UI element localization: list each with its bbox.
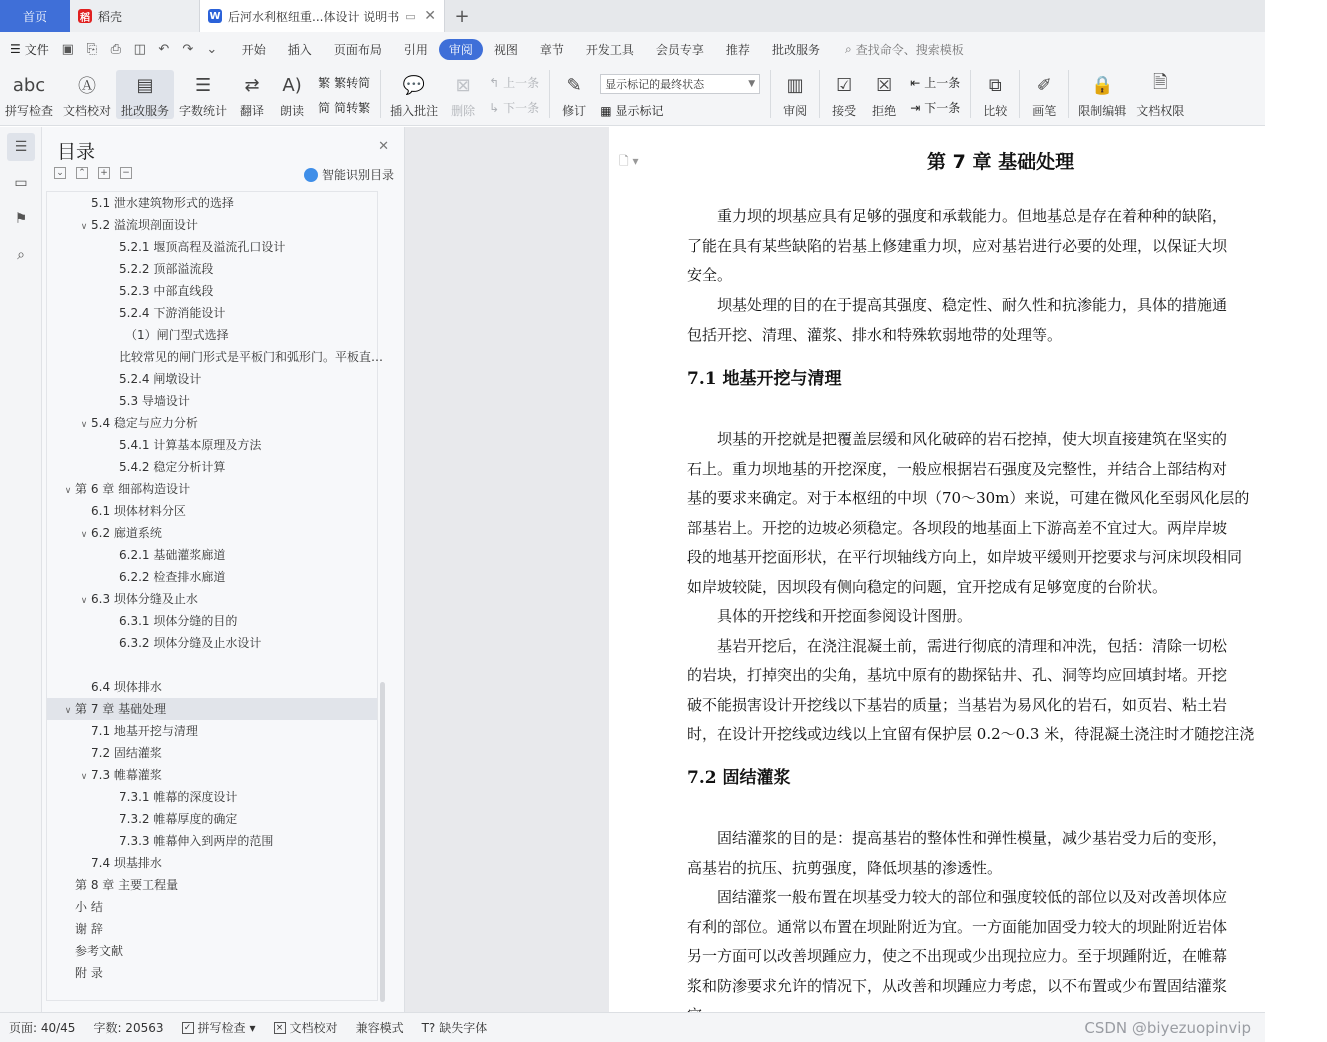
restrict-editing-label: 限制编辑	[1078, 104, 1127, 118]
reject-icon: ☒	[876, 74, 893, 96]
proofread-label: 文档校对	[63, 104, 112, 118]
status-spell-label: 拼写检查	[197, 1021, 246, 1035]
toc-item-label: 5.2.3 中部直线段	[119, 284, 214, 298]
translate-label: 翻译	[240, 104, 265, 118]
toc-item[interactable]	[47, 764, 377, 786]
toc-item-label: 第 8 章 主要工程量	[75, 878, 179, 892]
document-rights-icon: 🗎	[1153, 72, 1168, 93]
toc-item-label: （1）闸门型式选择	[125, 328, 229, 342]
review-pane-label: 审阅	[783, 104, 808, 118]
trad-to-simp-button[interactable]	[318, 74, 370, 91]
paragraph-1	[687, 202, 1327, 291]
remove-icon[interactable]: −	[120, 167, 132, 179]
toc-item[interactable]	[47, 918, 377, 940]
ribbon-divider	[770, 70, 771, 118]
toc-item[interactable]	[47, 390, 377, 412]
menu-developer[interactable]: 开发工具	[585, 42, 634, 57]
command-search-placeholder: 查找命令、搜索模板	[855, 42, 964, 57]
prev-label: 上一条	[503, 76, 540, 90]
pen-label: 画笔	[1032, 104, 1057, 118]
close-tab-icon[interactable]: ✕	[424, 8, 436, 24]
track-changes-button[interactable]	[554, 70, 594, 119]
toc-item[interactable]	[47, 720, 377, 742]
track-changes-label: 修订	[562, 104, 587, 118]
toc-item[interactable]	[47, 214, 377, 236]
paragraph-2	[687, 291, 1327, 350]
text-line: 了能在具有某些缺陷的岩基上修建重力坝，应对基岩进行必要的处理，以保证大坝	[687, 236, 1228, 255]
next-comment-button[interactable]	[489, 99, 539, 116]
read-aloud-button[interactable]	[272, 70, 312, 119]
toc-item-label: 小 结	[75, 900, 103, 914]
trad-label: 繁转简	[334, 76, 371, 90]
document-page[interactable]	[609, 127, 1309, 1012]
save-icon[interactable]: ▣	[61, 41, 74, 57]
text-line: 时，在设计开挖线或边线以上宜留有保护层 0.2～0.3 米，待混凝土浇注时才随挖注浇	[687, 725, 1255, 743]
show-markup-button[interactable]	[600, 102, 760, 119]
text-line: 基的要求来确定。对于本枢纽的中坝（70～30m）来说，可建在微风化至弱风化层的	[687, 489, 1250, 507]
ribbon-review	[0, 66, 1265, 126]
tab-document[interactable]	[200, 0, 445, 32]
compare-label: 比较	[983, 104, 1008, 118]
toc-toolbar	[54, 167, 132, 179]
toc-item-label: 7.1 地基开挖与清理	[91, 724, 198, 738]
toc-title: 目录	[57, 141, 96, 163]
toc-item-label: 6.4 坝体排水	[91, 680, 162, 694]
toc-item[interactable]	[47, 896, 377, 918]
toc-item[interactable]	[47, 302, 377, 324]
smart-toc-label: 智能识别目录	[321, 168, 394, 182]
toc-item-label: 谢 辞	[75, 922, 103, 936]
command-search[interactable]	[845, 41, 964, 58]
text-line: 重力坝的坝基应具有足够的强度和承载能力。但地基总是存在着种种的缺陷，	[687, 207, 1228, 225]
toc-item[interactable]	[47, 434, 377, 456]
toc-item-label: 5.1 泄水建筑物形式的选择	[91, 196, 234, 210]
smart-toc-icon	[304, 168, 318, 182]
toc-item[interactable]	[47, 346, 384, 368]
text-line: 浆和防渗要求允许的情况下，从改善和坝踵应力考虑，以不布置或少布置固结灌浆	[687, 976, 1228, 995]
toc-item[interactable]	[47, 654, 377, 676]
new-tab-button[interactable]: +	[454, 5, 470, 27]
next-change-icon: ⇥	[910, 100, 921, 115]
word-count-icon: ☰	[194, 74, 212, 96]
simp-label: 简转繁	[334, 101, 371, 115]
paragraph-4	[687, 824, 1327, 1031]
word-count[interactable]: 字数: 20563	[93, 1021, 164, 1035]
toc-item[interactable]	[47, 192, 377, 214]
checkbox-icon: ✓	[182, 1022, 194, 1034]
menu-insert[interactable]: 插入	[287, 42, 312, 57]
add-icon[interactable]: +	[98, 167, 110, 179]
correction-label: 批改服务	[121, 104, 170, 118]
toc-item-label: 6.1 坝体材料分区	[91, 504, 186, 518]
text-line: 有利的部位。通常以布置在坝趾附近为宜。一方面能加固受力较大的坝趾附近岩体	[687, 917, 1228, 936]
correction-icon: ▤	[136, 74, 154, 96]
reject-button[interactable]	[864, 70, 904, 119]
toc-item-label: 6.3.1 坝体分缝的目的	[119, 614, 238, 628]
text-line: 基岩开挖后，在浇注混凝土前，需进行彻底的清理和冲洗，包括：清除一切松	[687, 636, 1228, 655]
toc-item-label: 5.3 导墙设计	[119, 394, 190, 408]
text-line: 高基岩的抗压、抗剪强度，降低坝基的渗透性。	[687, 858, 1003, 877]
next-icon: ↳	[489, 100, 500, 115]
toc-item-label: 7.3.1 帷幕的深度设计	[119, 790, 238, 804]
trad-icon: 繁	[318, 76, 331, 90]
toc-item[interactable]	[47, 852, 377, 874]
text-line: 破不能损害设计开挖线以下基岩的质量；当基岩为易风化的岩石，如页岩、粘土岩	[687, 695, 1228, 714]
status-proofread-label: 文档校对	[289, 1021, 338, 1035]
print-icon[interactable]: ⎙	[110, 41, 121, 57]
tab-document-label: 后河水利枢纽重...体设计 说明书	[228, 9, 400, 24]
correction-service-button[interactable]	[116, 70, 174, 119]
read-aloud-label: 朗读	[280, 104, 305, 118]
toc-item-label: 6.2.1 基础灌浆廊道	[119, 548, 226, 562]
toc-item-label: 6.3 坝体分缝及止水	[91, 592, 198, 606]
toc-item[interactable]	[47, 258, 377, 280]
missing-font-label: 缺失字体	[439, 1021, 488, 1035]
page-indicator[interactable]: 页面: 40/45	[9, 1021, 76, 1035]
show-markup-icon: ▦	[600, 103, 612, 118]
toc-item-label: 6.2 廊道系统	[91, 526, 162, 540]
show-markup-label: 显示标记	[615, 104, 664, 118]
track-changes-icon: ✎	[566, 74, 582, 96]
markup-group	[594, 70, 766, 123]
compare-icon: ⧉	[988, 74, 1002, 96]
toc-item[interactable]	[47, 368, 377, 390]
text-line: 坝基的开挖就是把覆盖层缓和风化破碎的岩石挖掉，使大坝直接建筑在坚实的	[687, 430, 1228, 448]
menu-recommend[interactable]: 推荐	[725, 42, 750, 57]
toc-panel-icon[interactable]: ☰	[7, 133, 35, 161]
toc-item[interactable]	[47, 698, 377, 720]
chapter-panel-icon[interactable]: ▭	[14, 175, 28, 191]
toc-item-label: 参考文献	[75, 944, 124, 958]
paragraph-3	[687, 425, 1327, 750]
toc-item[interactable]	[47, 588, 377, 610]
toc-item[interactable]	[47, 544, 377, 566]
watermark: CSDN @biyezuopinvip	[1084, 1018, 1251, 1037]
monitor-icon[interactable]: ▭	[405, 9, 416, 23]
menu-references[interactable]: 引用	[403, 42, 428, 57]
toc-item[interactable]	[47, 500, 377, 522]
proofread-icon: Ⓐ	[78, 76, 97, 97]
prev-comment-button[interactable]	[489, 74, 539, 91]
toc-item[interactable]	[47, 236, 377, 258]
next-change-label: 下一条	[924, 101, 961, 115]
toc-item[interactable]	[47, 676, 377, 698]
text-line: 固结灌浆的目的是：提高基岩的整体性和弹性模量，减少基岩受力后的变形，	[687, 829, 1228, 847]
text-line: 安全。	[687, 266, 733, 284]
ribbon-divider	[970, 70, 971, 118]
toc-item[interactable]	[47, 522, 377, 544]
section-7-2-heading: 7.2 固结灌浆	[687, 768, 791, 788]
smart-toc-button[interactable]	[304, 166, 394, 183]
text-line: 坝基处理的目的在于提高其强度、稳定性、耐久性和抗渗能力，具体的措施通	[687, 296, 1228, 314]
markup-state-value: 显示标记的最终状态	[605, 78, 705, 91]
toc-item[interactable]	[47, 874, 377, 896]
missing-font[interactable]	[413, 1019, 497, 1036]
toc-item-label: 5.4.2 稳定分析计算	[119, 460, 226, 474]
change-nav-group	[904, 70, 966, 120]
toc-item-label: 第 6 章 细部构造设计	[75, 482, 191, 496]
expand-all-icon[interactable]: ⌃	[76, 167, 88, 179]
ribbon-divider	[1068, 70, 1069, 118]
chevron-down-icon[interactable]: ∨	[64, 486, 72, 496]
comment-nav-group	[483, 70, 545, 120]
toc-item[interactable]	[47, 940, 377, 962]
preview-icon[interactable]: ◫	[133, 41, 146, 57]
section-7-1-heading: 7.1 地基开挖与清理	[687, 369, 842, 389]
daoke-icon: 稻	[78, 9, 92, 23]
file-menu-label: 文件	[24, 42, 49, 57]
menu-correction[interactable]: 批改服务	[771, 42, 820, 57]
menu-start[interactable]: 开始	[241, 42, 266, 57]
spell-check-button[interactable]	[0, 70, 58, 119]
tab-bar	[0, 0, 1265, 32]
ribbon-divider	[1019, 70, 1020, 118]
insert-comment-label: 插入批注	[390, 104, 439, 118]
toc-item-label: 5.2 溢流坝剖面设计	[91, 218, 198, 232]
toc-item-label: 7.3.3 帷幕伸入到两岸的范围	[119, 834, 274, 848]
text-line: 如岸坡较陡，因坝段有侧向稳定的问题，宜开挖成有足够宽度的台阶状。	[687, 577, 1168, 596]
status-bar	[0, 1012, 1265, 1042]
toc-item[interactable]	[47, 962, 377, 984]
chevron-down-icon[interactable]: ∨	[64, 706, 72, 716]
redo-icon[interactable]: ↷	[182, 41, 194, 57]
spell-check-label: 拼写检查	[5, 104, 54, 118]
next-label: 下一条	[503, 101, 540, 115]
more-icon[interactable]: ⌄	[206, 41, 218, 57]
document-rights-button[interactable]	[1131, 70, 1189, 119]
menu-layout[interactable]: 页面布局	[333, 42, 382, 57]
proofread-status-icon: ×	[274, 1022, 286, 1034]
export-icon[interactable]: ⎘	[86, 41, 97, 57]
toc-item-label: 比较常见的闸门形式是平板门和弧形门。平板直…	[119, 350, 384, 364]
read-aloud-icon: A)	[282, 74, 302, 96]
simp-to-trad-button[interactable]	[318, 99, 370, 116]
compare-button[interactable]	[975, 70, 1015, 119]
word-count-button[interactable]	[174, 70, 232, 119]
toc-item-label: 7.3.2 帷幕厚度的确定	[119, 812, 238, 826]
toc-list	[46, 191, 384, 1001]
word-count-label: 字数统计	[179, 104, 228, 118]
text-line: 段的地基开挖面形状，在平行坝轴线方向上，如岸坡平缓则开挖要求与河床坝段相同	[687, 548, 1243, 566]
missing-font-icon: T?	[421, 1020, 436, 1035]
status-proofread[interactable]	[265, 1019, 347, 1036]
text-line: 另一方面可以改善坝踵应力，使之不出现或少出现拉应力。至于坝踵附近，在帷幕	[687, 947, 1228, 965]
accept-icon: ☑	[836, 74, 853, 96]
toc-item-label: 5.2.2 顶部溢流段	[119, 262, 214, 276]
text-line: 具体的开挖线和开挖面参阅设计图册。	[687, 607, 973, 625]
ribbon-divider	[380, 70, 381, 118]
tab-daoke-label: 稻壳	[98, 9, 123, 24]
toc-item[interactable]	[47, 632, 377, 654]
toc-item[interactable]	[47, 324, 377, 346]
chevron-down-icon[interactable]: ∨	[80, 530, 88, 540]
document-area	[405, 127, 1265, 1012]
markup-state-select[interactable]	[600, 74, 760, 94]
chevron-down-icon[interactable]: ∨	[80, 596, 88, 606]
word-doc-icon: W	[209, 10, 221, 22]
text-line: 部基岩上。开挖的边坡必须稳定。各坝段的地基面上下游高差不宜过大。两岸岸坡	[687, 518, 1228, 537]
ribbon-divider	[549, 70, 550, 118]
toc-item[interactable]	[47, 412, 377, 434]
file-menu[interactable]	[0, 41, 59, 58]
toc-item[interactable]	[47, 456, 377, 478]
quick-access	[59, 42, 231, 57]
menu-review[interactable]: 审阅	[439, 39, 483, 60]
undo-icon[interactable]: ↶	[158, 41, 170, 57]
spell-check-icon: abc	[12, 74, 46, 96]
tab-home-label: 首页	[22, 9, 47, 24]
insert-comment-button[interactable]	[385, 70, 443, 119]
toc-item[interactable]	[47, 786, 377, 808]
toc-scrollbar[interactable]	[380, 682, 385, 1002]
toc-item-label: 5.4.1 计算基本原理及方法	[119, 438, 262, 452]
text-line: 包括开挖、清理、灌浆、排水和特殊软弱地带的处理等。	[687, 325, 1063, 344]
chevron-down-icon[interactable]: ∨	[80, 772, 88, 782]
menu-view[interactable]: 视图	[493, 42, 518, 57]
translate-icon: ⇄	[244, 74, 260, 96]
toc-item[interactable]	[47, 808, 377, 830]
review-pane-icon: ▥	[786, 74, 804, 96]
menu-bar	[0, 32, 1265, 66]
delete-comment-button[interactable]	[443, 70, 483, 119]
chapter-title: 第 7 章 基础处理	[927, 151, 1075, 173]
prev-change-label: 上一条	[924, 76, 961, 90]
compat-mode[interactable]: 兼容模式	[355, 1021, 404, 1035]
status-spell-check[interactable]	[173, 1019, 265, 1036]
chevron-down-icon[interactable]: ∨	[80, 420, 88, 430]
toc-item-label: 7.2 固结灌浆	[91, 746, 162, 760]
toc-item[interactable]	[47, 280, 377, 302]
toc-item[interactable]	[47, 742, 377, 764]
search-icon: ⌕	[844, 41, 852, 56]
collapse-all-icon[interactable]: ⌄	[54, 167, 66, 179]
pen-icon: ✐	[1036, 74, 1052, 96]
page-options-icon[interactable]: 🗋 ▾	[619, 154, 639, 168]
tab-daoke[interactable]	[70, 0, 200, 32]
toc-item-label: 6.2.2 检查排水廊道	[119, 570, 226, 584]
comment-icon: 💬	[402, 74, 426, 96]
menu-chapter[interactable]: 章节	[539, 42, 564, 57]
chevron-down-icon[interactable]: ∨	[80, 222, 88, 232]
toc-item[interactable]	[47, 478, 377, 500]
prev-change-icon: ⇤	[910, 75, 921, 90]
chevron-down-icon: ▾	[249, 1020, 256, 1035]
accept-label: 接受	[832, 104, 857, 118]
toc-item-label: 5.2.4 下游消能设计	[119, 306, 226, 320]
document-rights-label: 文档权限	[1136, 104, 1185, 118]
toc-pane	[42, 127, 405, 1012]
delete-comment-icon: ⊠	[455, 74, 471, 96]
menu-member[interactable]: 会员专享	[655, 42, 704, 57]
toc-item-label: 第 7 章 基础处理	[75, 702, 167, 716]
prev-change-button[interactable]	[910, 74, 960, 91]
hamburger-icon: ☰	[10, 42, 21, 56]
chevron-down-icon: ▼	[748, 79, 756, 89]
close-icon[interactable]: ✕	[378, 139, 389, 154]
toc-item-label: 6.3.2 坝体分缝及止水设计	[119, 636, 262, 650]
review-pane-button[interactable]	[775, 70, 815, 119]
text-line: 固结灌浆一般布置在坝基受力较大的部位和强度较低的部位以及对改善坝体应	[687, 888, 1228, 906]
search-panel-icon[interactable]: ⌕	[17, 247, 25, 263]
text-line: 的岩块，打掉突出的尖角，基坑中原有的勘探钻井、孔、洞等均应回填封堵。开挖	[687, 666, 1228, 684]
restrict-editing-button[interactable]	[1073, 70, 1131, 119]
chinese-convert-group	[312, 70, 376, 120]
bookmark-icon[interactable]: ⚑	[14, 211, 28, 227]
toc-item[interactable]	[47, 830, 377, 852]
next-change-button[interactable]	[910, 99, 960, 116]
delete-label: 删除	[451, 104, 476, 118]
toc-item-label: 7.3 帷幕灌浆	[91, 768, 162, 782]
text-line: 石上。重力坝地基的开挖深度，一般应根据岩石强度及完整性，并结合上部结构对	[687, 459, 1228, 478]
simp-icon: 简	[318, 101, 331, 115]
toc-item-label: 5.2.4 闸墩设计	[119, 372, 202, 386]
translate-button[interactable]	[232, 70, 272, 119]
toc-item[interactable]	[47, 566, 377, 588]
tab-home[interactable]	[0, 0, 70, 32]
toc-item-label: 5.2.1 堰顶高程及溢流孔口设计	[119, 240, 286, 254]
left-nav-strip	[0, 127, 42, 1012]
ribbon-divider	[819, 70, 820, 118]
proofread-button[interactable]	[58, 70, 116, 119]
pen-button[interactable]	[1024, 70, 1064, 119]
reject-label: 拒绝	[872, 104, 897, 118]
accept-button[interactable]	[824, 70, 864, 119]
toc-item-label: 7.4 坝基排水	[91, 856, 162, 870]
toc-item-label: 附 录	[75, 966, 103, 980]
prev-icon: ↰	[489, 75, 500, 90]
toc-item[interactable]	[47, 610, 377, 632]
toc-item-label: 5.4 稳定与应力分析	[91, 416, 198, 430]
lock-icon: 🔒	[1091, 74, 1114, 96]
